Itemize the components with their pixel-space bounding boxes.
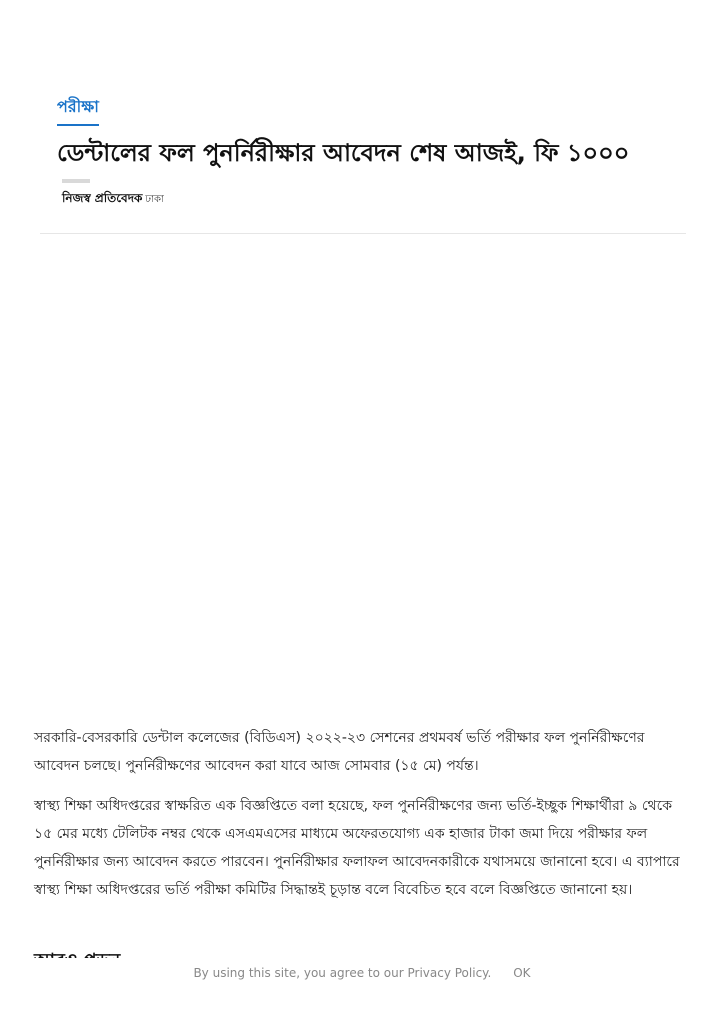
ad-placeholder bbox=[40, 240, 686, 710]
header-divider bbox=[40, 233, 686, 234]
consent-message: By using this site, you agree to our Privacy Policy. bbox=[193, 966, 492, 980]
article-body bbox=[34, 724, 686, 916]
byline bbox=[62, 190, 164, 210]
author-avatar-placeholder bbox=[62, 179, 90, 183]
next-section-heading bbox=[34, 946, 120, 958]
author-name[interactable]: নিজস্ব প্রতিবেদক bbox=[62, 191, 143, 205]
location: ঢাকা bbox=[145, 194, 164, 205]
consent-ok-button[interactable]: OK bbox=[513, 966, 531, 980]
article-paragraph: স্বাস্থ্য শিক্ষা অধিদপ্তরের স্বাক্ষরিত এক বিজ্ঞপ্তিতে বলা হয়েছে, ফল পুনর্নিরীক্ষণের জন্য ভর্তি-ইচ্ছুক শিক্ষার্থীরা ৯ থেকে ১৫ মের মধ্যে টেলিটক নম্বর থেকে এসএমএসের মাধ্যমে অফেরতযোগ্য এক হাজার টাকা জমা দিয়ে পরীক্ষার ফল পুনর্নিরীক্ষার জন্য আবেদন করতে পারবেন। পুনর্নিরীক্ষার ফলাফল আবেদনকারীকে যথাসময়ে জানানো হবে। এ ব্যাপারে স্বাস্থ্য শিক্ষা অধিদপ্তরের ভর্তি পরীক্ষা কমিটির সিদ্ধান্তই চূড়ান্ত বলে বিবেচিত হবে বলে বিজ্ঞপ্তিতে জানানো হয়। bbox=[34, 798, 680, 898]
article-headline: ডেন্টালের ফল পুনর্নিরীক্ষার আবেদন শেষ আজই, ফি ১০০০ bbox=[57, 139, 630, 167]
category-link[interactable]: পরীক্ষা bbox=[57, 94, 99, 126]
article-paragraph: সরকারি-বেসরকারি ডেন্টাল কলেজের (বিডিএস) ২০২২-২৩ সেশনের প্রথমবর্ষ ভর্তি পরীক্ষার ফল পুনর্নিরীক্ষণের আবেদন চলছে। পুনর্নিরীক্ষণের আবেদন করা যাবে আজ সোমবার (১৫ মে) পর্যন্ত। bbox=[34, 730, 645, 774]
article-header bbox=[57, 94, 697, 169]
cookie-consent-bar bbox=[0, 958, 724, 988]
